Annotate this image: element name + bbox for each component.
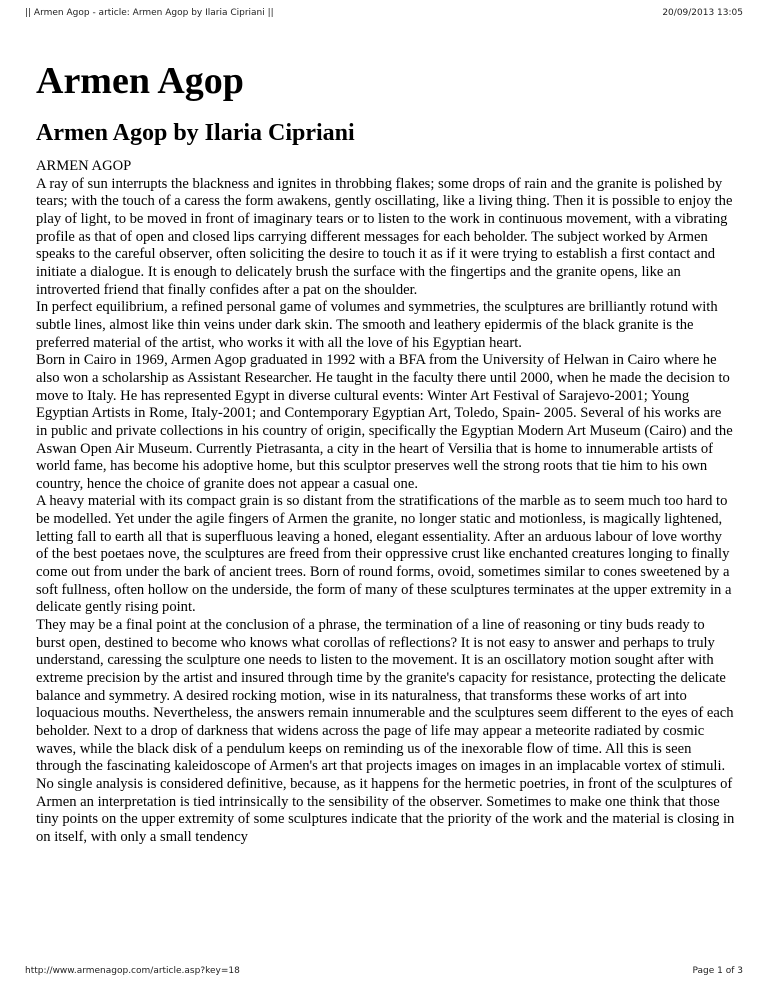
article-paragraph: They may be a final point at the conclusion of a phrase, the termination of a line of reasoning or tiny buds ready to burst open, destined to become who knows what corollas of reflections? It is not easy to answer and perhaps to truly understand, caressing the sculpture one needs to listen to the movement. It is an oscillatory motion sought after with extreme precision by the artist and insured through time by the granite's capacity for resistance, protecting the delicate balance and symmetry. A desired rocking motion, wise in its naturalness, that transforms these works of art into loquacious mouths. Nevertheless, the answers remain innumerable and the sculptures seem different to the eyes of each beholder. Next to a drop of darkness that widens across the page of life may appear a meteorite radiated by cosmic waves, while the black disk of a pendulum keeps on reminding us of the inexorable flow of time. All this is seen through the fascinating kaleidoscope of Armen's art that projects images on images in an implacable vortex of stimuli. No single analysis is considered definitive, because, as it happens for the hermetic poetries, in front of the sculptures of Armen an interpretation is tied intrinsically to the sensibility of the observer. Sometimes to make one think that those tiny points on the upper extremity of some sculptures indicate that the priority of the work and the material is closing in on itself, with only a small tendency — [36, 617, 735, 845]
article-content — [36, 58, 736, 847]
print-url: http://www.armenagop.com/article.asp?key=18 — [25, 966, 240, 976]
print-page-title: || Armen Agop - article: Armen Agop by Ilaria Cipriani || — [25, 8, 274, 18]
article-paragraph: ARMEN AGOP — [36, 158, 132, 174]
article-paragraph: A ray of sun interrupts the blackness and ignites in throbbing flakes; some drops of rain and the granite is polished by tears; with the touch of a caress the form awakens, gently oscillating, like a living thing. Then it is possible to enjoy the play of light, to be moved in front of imaginary tears or to listen to the work in continuous movement, with a vibrating profile as that of open and closed lips carrying different messages for each beholder. The subject worked by Armen speaks to the careful observer, often soliciting the desire to touch it as if it were trying to establish a first contact and initiate a dialogue. It is enough to delicately brush the surface with the fingertips and the granite opens, like an introverted friend that finally confides after a pat on the shoulder. — [36, 175, 733, 298]
article-paragraph: In perfect equilibrium, a refined personal game of volumes and symmetries, the sculptures are brilliantly rotund with subtle lines, almost like thin veins under dark skin. The smooth and leathery epidermis of the black granite is the preferred material of the artist, who works it with all the love of his Egyptian heart. — [36, 299, 718, 351]
article-paragraph: A heavy material with its compact grain is so distant from the stratifications of the marble as to seem much too hard to be modelled. Yet under the agile fingers of Armen the granite, no longer static and motionless, is magically lightened, letting fall to earth all that is superfluous leaving a honed, elegant essentiality. After an arduous labour of love worthy of the best poetaes nove, the sculptures are freed from their oppressive crust like enchanted creatures longing to finally come out from under the bark of ancient trees. Born of round forms, ovoid, sometimes similar to cones sweetened by a soft fullness, often hollow on the underside, the form of many of these sculptures terminates at the upper extremity in a delicate gently rising point. — [36, 493, 732, 616]
article-subtitle: Armen Agop by Ilaria Cipriani — [36, 120, 355, 146]
article-body — [36, 158, 736, 847]
print-header — [25, 8, 743, 22]
page-title: Armen Agop — [36, 60, 244, 102]
article-paragraph: Born in Cairo in 1969, Armen Agop graduated in 1992 with a BFA from the University of Helwan in Cairo where he also won a scholarship as Assistant Researcher. He taught in the faculty there until 2000, when he made the decision to move to Italy. He has represented Egypt in diverse cultural events: Winter Art Festival of Sarajevo-2001; Young Egyptian Artists in Rome, Italy-2001; and Contemporary Egyptian Art, Toledo, Spain- 2005. Several of his works are in public and private collections in his country of origin, specifically the Egyptian Modern Art Museum (Cairo) and the Aswan Open Air Museum. Currently Pietrasanta, a city in the heart of Versilia that is home to innumerable artists of world fame, has become his adoptive home, but this sculptor preserves well the strong roots that tie him to his own country, hence the choice of granite does not appear a casual one. — [36, 352, 733, 492]
print-datetime: 20/09/2013 13:05 — [662, 8, 743, 18]
page-indicator: Page 1 of 3 — [692, 966, 743, 976]
print-footer — [25, 966, 743, 980]
